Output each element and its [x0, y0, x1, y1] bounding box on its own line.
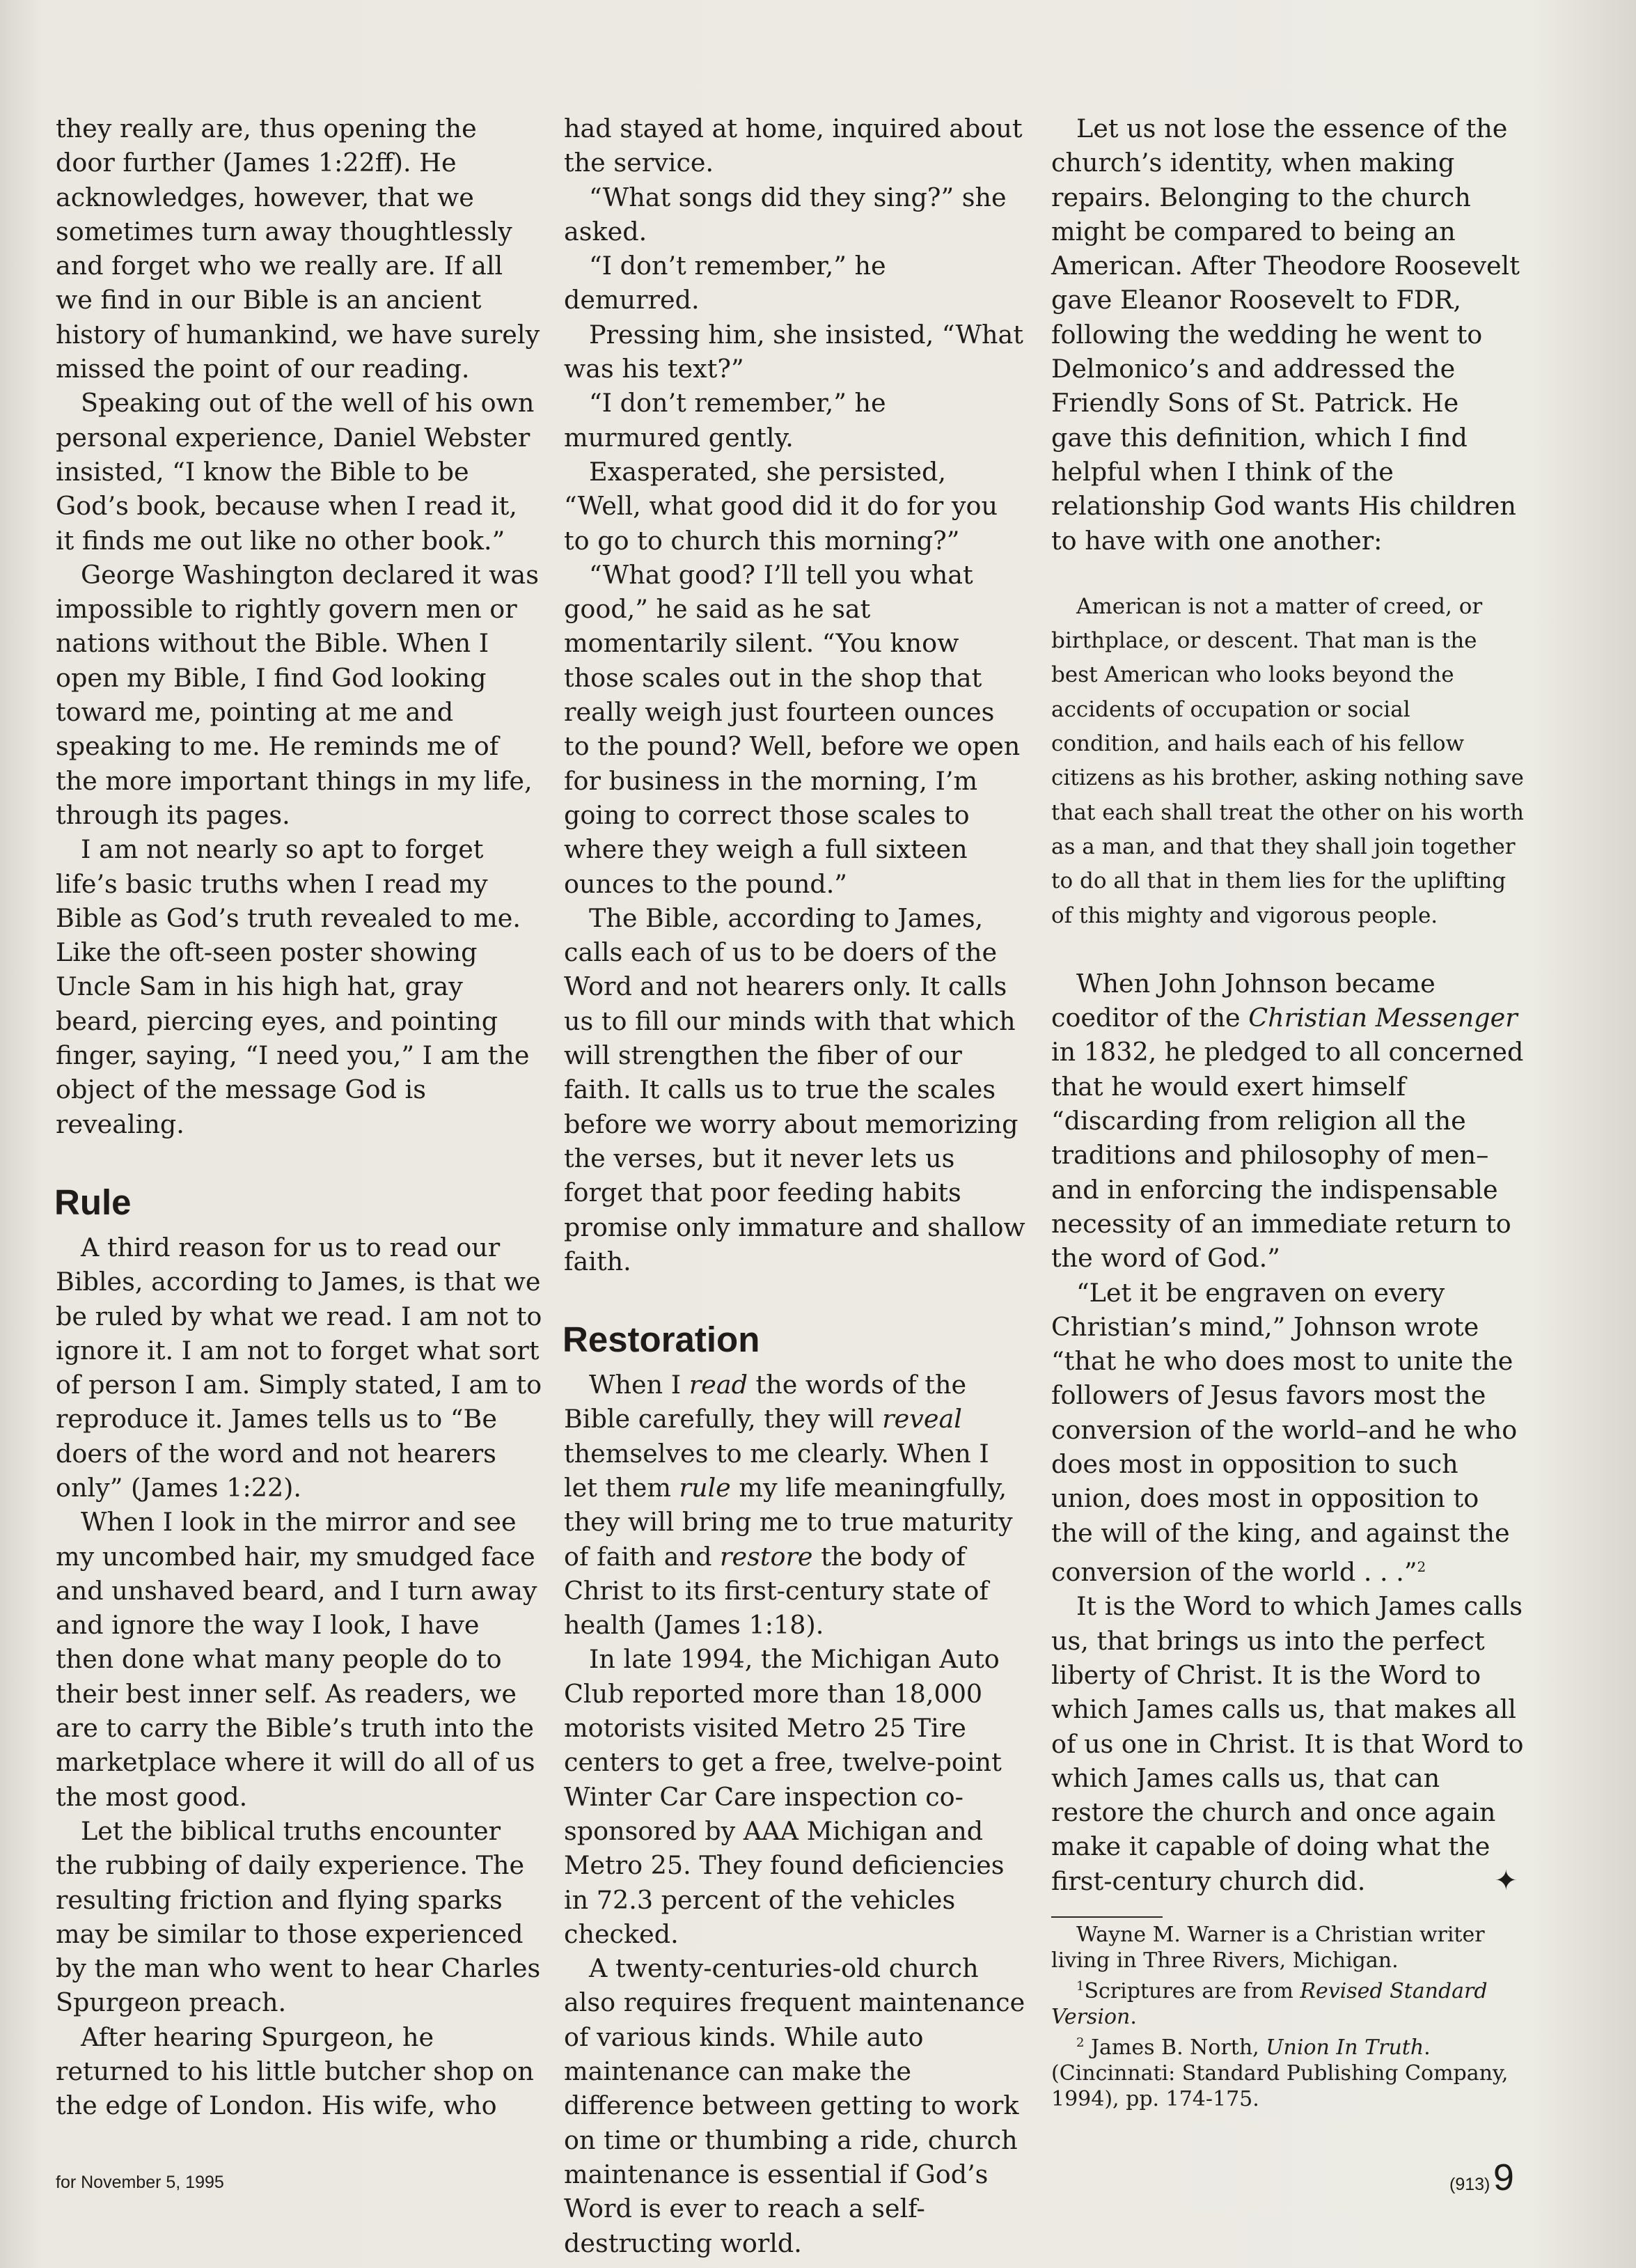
- footnotes: [1051, 1922, 1525, 2112]
- paragraph: George Washington declared it was impossible to rightly govern men or nations without the Bible. When I open my Bible, I find God looking toward me, pointing at me and speaking to me. He reminds me of the more important things in my life, through its pages.: [56, 559, 539, 830]
- emphasis: reveal: [882, 1404, 962, 1434]
- text-run: It is the Word to which James calls us, that brings us into the perfect liberty of Christ. It is the Word to which James calls us, that makes all of us one in Christ. It is that Word to which James calls us, that can restore the church and once again make it capable of doing what the first-century church did.: [1051, 1591, 1524, 1896]
- section-heading-rule: Rule: [54, 1182, 132, 1222]
- paragraph: [1051, 967, 1525, 1276]
- publication-title: Christian Messenger: [1248, 1003, 1518, 1033]
- citation-title: Revised Standard Version: [1051, 1979, 1488, 2029]
- paragraph: “I don’t remember,” he demurred.: [564, 251, 886, 315]
- text-run: James B. North,: [1084, 2035, 1266, 2060]
- paragraph: When I look in the mirror and see my uncombed hair, my smudged face and unshaved beard, and I turn away and ignore the way I look, I have then done what many people do to their best inner self. As readers, we are to carry the Bible’s truth into the marketplace where it will do all of us the most good.: [56, 1507, 537, 1812]
- paragraph: Let us not lose the essence of the church’s identity, when making repairs. Belonging to the church might be compared to being an American. After Theodore Roosevelt gave Eleanor Roosevelt to FDR, following the wedding he went to Delmonico’s and addressed the Friendly Sons of St. Patrick. He gave this definition, which I find helpful when I think of the relationship God wants His children to have with one another:: [1051, 114, 1520, 556]
- paragraph: A twenty-centuries-old church also requires frequent maintenance of various kinds. While auto maintenance can make the difference between getting to work on time or thumbing a ride, church maintenance is essential if God’s Word is ever to reach a self-destructing world.: [564, 1953, 1025, 2258]
- quote-text: American is not a matter of creed, or birthplace, or descent. That man is the best American who looks beyond the accidents of occupation or social condition, and hails each of his fellow citizens as his brother, asking nothing save that each shall treat the other on his worth as a man, and that they shall join together to do all that in them lies for the uplifting of this mighty and vigorous people.: [1051, 593, 1524, 928]
- text-run: Scriptures are from: [1084, 1979, 1300, 2003]
- issue-date: for November 5, 1995: [56, 2173, 224, 2192]
- paragraph: Pressing him, she insisted, “What was his text?”: [564, 319, 1023, 384]
- paragraph: “What good? I’ll tell you what good,” he said as he sat momentarily silent. “You know those scales out in the shop that really weigh just fourteen ounces to the pound? Well, before we open for business in the morning, I’m going to correct those scales to where they weigh a full sixteen ounces to the pound.”: [564, 559, 1021, 899]
- footnote-ref: 2: [1417, 1558, 1426, 1575]
- section-heading-restoration: Restoration: [563, 1320, 760, 1360]
- paragraph: they really are, thus opening the door further (James 1:22ff). He acknowledges, however, that we sometimes turn away thoughtlessly and forget who we really are. If all we find in our Bible is an ancient history of humankind, we have surely missed the point of our reading.: [56, 114, 540, 384]
- paragraph: Speaking out of the well of his own personal experience, Daniel Webster insisted, “I know the Bible to be God’s book, because when I read it, it finds me out like no other book.”: [56, 388, 535, 556]
- column-3: [1051, 111, 1525, 2112]
- paragraph: had stayed at home, inquired about the service.: [564, 114, 1023, 178]
- footnote-1: [1051, 1973, 1525, 2030]
- column-2: [564, 111, 1027, 2260]
- footnote-number: 2: [1076, 2035, 1085, 2050]
- end-mark-icon: ✦: [1494, 1864, 1518, 1897]
- footnote-number: 1: [1076, 1979, 1085, 1994]
- paragraph: [564, 1368, 1027, 1642]
- text-run: my life meaningfully, they will bring me to true maturity of faith and: [564, 1472, 1013, 1572]
- text-run: When I: [589, 1370, 689, 1400]
- paragraph: [1051, 1276, 1525, 1590]
- paragraph: After hearing Spurgeon, he returned to his little butcher shop on the edge of London. His wife, who: [56, 2021, 534, 2121]
- emphasis: restore: [720, 1541, 813, 1572]
- text-run: . (Cincinnati: Standard Publishing Company, 1994), pp. 174-175.: [1051, 2035, 1509, 2111]
- emphasis: read: [689, 1370, 748, 1400]
- page-number: 9: [1493, 2157, 1514, 2198]
- paragraph: I am not nearly so apt to forget life’s basic truths when I read my Bible as God’s truth revealed to me. Like the oft-seen poster showing Uncle Sam in his high hat, gray beard, piercing eyes, and pointing finger, saying, “I need you,” I am the object of the message God is revealing.: [56, 834, 530, 1139]
- text-run: .: [1130, 2005, 1137, 2029]
- footnote-2: [1051, 2030, 1525, 2112]
- paragraph: Let the biblical truths encounter the rubbing of daily experience. The resulting friction and flying sparks may be similar to those experienced by the man who went to hear Charles Spurgeon preach.: [56, 1815, 541, 2018]
- footnote-divider: [1051, 1916, 1163, 1918]
- issue-code: (913): [1449, 2175, 1491, 2194]
- paragraph: A third reason for us to read our Bibles, according to James, is that we be ruled by what we read. I am not to ignore it. I am not to forget what sort of person I am. Simply stated, I am to reproduce it. James tells us to “Be doers of the word and not hearers only” (James 1:22).: [56, 1232, 542, 1503]
- paragraph: Exasperated, she persisted, “Well, what good did it do for you to go to church this morning?”: [564, 456, 998, 556]
- text-run: “Let it be engraven on every Christian’s mind,” Johnson wrote “that he who does most to unite the followers of Jesus favors most the conversion of the world–and he who does most in opposition to such union, does most in opposition to the will of the king, and against the conversion of the world . . .”: [1051, 1277, 1518, 1588]
- text-run: themselves to me clearly. When I let them: [564, 1438, 989, 1503]
- text-run: in 1832, he pledged to all concerned that he would exert himself “discarding from religion all the traditions and philosophy of men–and in enforcing the indispensable necessity of an immediate return to the word of God.”: [1051, 1037, 1524, 1274]
- column-1: [56, 111, 543, 2123]
- block-quote: [1051, 590, 1525, 933]
- paragraph: In late 1994, the Michigan Auto Club reported more than 18,000 motorists visited Metro 25 Tire centers to get a free, twelve-point Winter Car Care inspection co-sponsored by AAA Michigan and Metro 25. They found deficiencies in 72.3 percent of the vehicles checked.: [564, 1644, 1005, 1949]
- emphasis: rule: [679, 1472, 731, 1503]
- author-note: Wayne M. Warner is a Christian writer living in Three Rivers, Michigan.: [1051, 1923, 1485, 1973]
- text-run: the body of Christ to its first-century state of health (James 1:18).: [564, 1541, 989, 1641]
- text-run: the words of the Bible carefully, they will: [564, 1370, 967, 1434]
- paragraph: The Bible, according to James, calls each of us to be doers of the Word and not hearers only. It calls us to fill our minds with that which will strengthen the fiber of our faith. It calls us to true the scales before we worry about memorizing the verses, but it never lets us forget that poor feeding habits promise only immature and shallow faith.: [564, 902, 1025, 1276]
- paragraph: [1051, 1589, 1525, 1898]
- page-number-block: [1449, 2156, 1514, 2199]
- paragraph: “What songs did they sing?” she asked.: [564, 182, 1007, 247]
- paragraph: “I don’t remember,” he murmured gently.: [564, 388, 886, 453]
- citation-title: Union In Truth: [1266, 2035, 1424, 2060]
- text-run: When John Johnson became coeditor of the: [1051, 968, 1436, 1033]
